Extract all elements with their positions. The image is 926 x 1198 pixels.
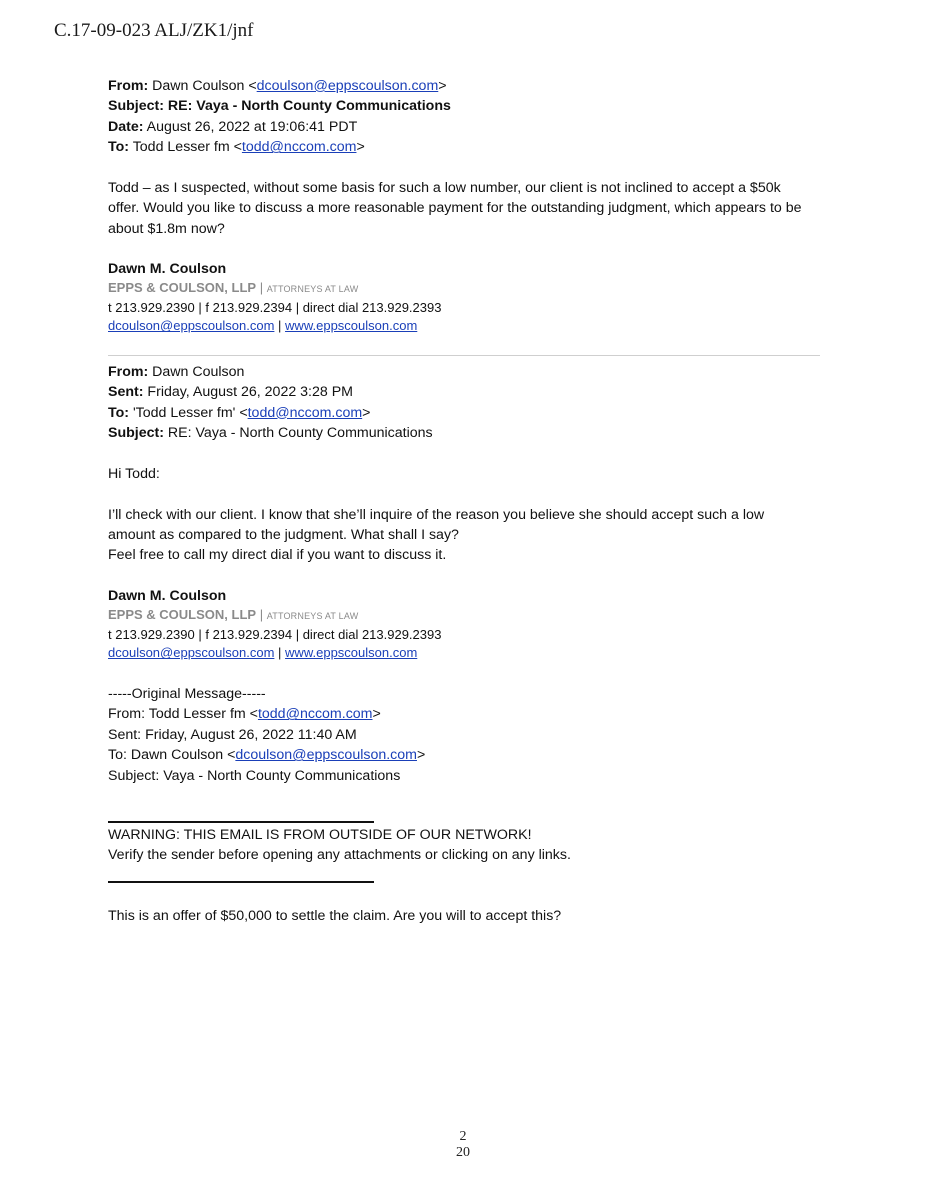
firm-name: EPPS & COULSON, LLP [108, 280, 257, 296]
email-1-header [108, 76, 828, 158]
email-2-header [108, 362, 828, 444]
warning-rule-top [108, 821, 374, 823]
signature-1: Dawn M. Coulson EPPS & COULSON, LLP | ATTORNEYS AT LAW t 213.929.2390 | f 213.929.2394 | direct dial 213.929.2393 dcoulson@eppscoulson.com | www.eppscoulson.com [108, 259, 828, 336]
email-1-to: To: Todd Lesser fm <todd@nccom.com> [108, 139, 365, 156]
original-to: To: Dawn Coulson <dcoulson@eppscoulson.com> [108, 747, 426, 764]
signature-2-website-link[interactable]: www.eppscoulson.com [285, 645, 418, 661]
signature-2: Dawn M. Coulson EPPS & COULSON, LLP | ATTORNEYS AT LAW t 213.929.2390 | f 213.929.2394 | direct dial 213.929.2393 dcoulson@eppscoulson.com | www.eppscoulson.com [108, 588, 442, 661]
email-1-from-email-link[interactable]: dcoulson@eppscoulson.com [256, 78, 439, 94]
email-2-to: To: 'Todd Lesser fm' <todd@nccom.com> [108, 404, 371, 421]
original-marker: -----Original Message----- [108, 686, 266, 702]
email-2-greeting: Hi Todd: [108, 466, 160, 482]
original-subject: Subject: Vaya - North County Communications [108, 767, 401, 784]
email-2-body: I’ll check with our client. I know that she’ll inquire of the reason you believe she should accept such a low amount as compared to the judgment. What shall I say? [108, 507, 765, 544]
warning-rule-bottom [108, 881, 374, 883]
original-from: From: Todd Lesser fm <todd@nccom.com> [108, 706, 381, 723]
signature-phones: t 213.929.2390 | f 213.929.2394 | direct dial 213.929.2393 [108, 299, 442, 315]
signature-email-link[interactable]: dcoulson@eppscoulson.com [108, 318, 275, 334]
email-divider [108, 355, 820, 356]
warning-title: WARNING: THIS EMAIL IS FROM OUTSIDE OF OUR NETWORK! [108, 827, 532, 843]
page-number: 2 [459, 1129, 467, 1144]
email-1-from: From: Dawn Coulson <dcoulson@eppscoulson.com> [108, 78, 447, 94]
offer-text: This is an offer of $50,000 to settle the claim. Are you will to accept this? [108, 908, 562, 924]
email-1-subject: Subject: RE: Vaya - North County Communications [108, 98, 451, 115]
email-1-date: Date: August 26, 2022 at 19:06:41 PDT [108, 118, 358, 135]
external-warning [108, 825, 828, 866]
total-pages: 20 [456, 1145, 470, 1160]
original-sent: Sent: Friday, August 26, 2022 11:40 AM [108, 726, 357, 743]
email-2-from: From: Dawn Coulson [108, 364, 245, 380]
email-2-to-email-link[interactable]: todd@nccom.com [247, 404, 363, 421]
email-1-to-email-link[interactable]: todd@nccom.com [241, 139, 357, 156]
original-message [108, 684, 828, 786]
email-2-subject: Subject: RE: Vaya - North County Communications [108, 425, 433, 442]
signature-website-link[interactable]: www.eppscoulson.com [285, 318, 418, 334]
original-from-email-link[interactable]: todd@nccom.com [257, 706, 373, 723]
firm-tagline: ATTORNEYS AT LAW [266, 284, 359, 295]
email-1-body: Todd – as I suspected, without some basis for such a low number, our client is not inclined to accept a $50k offer. Would you like to discuss a more reasonable payment for the outstanding judgment, which appears to be about $1.8m now? [108, 180, 802, 237]
warning-text: Verify the sender before opening any attachments or clicking on any links. [108, 847, 571, 864]
docket-header: C.17-09-023 ALJ/ZK1/jnf [54, 20, 254, 41]
original-to-email-link[interactable]: dcoulson@eppscoulson.com [235, 747, 417, 764]
signature-2-email-link[interactable]: dcoulson@eppscoulson.com [108, 645, 275, 661]
signature-name: Dawn M. Coulson [108, 261, 227, 277]
email-2-closing: Feel free to call my direct dial if you want to discuss it. [108, 547, 447, 563]
email-2-sent: Sent: Friday, August 26, 2022 3:28 PM [108, 384, 354, 401]
